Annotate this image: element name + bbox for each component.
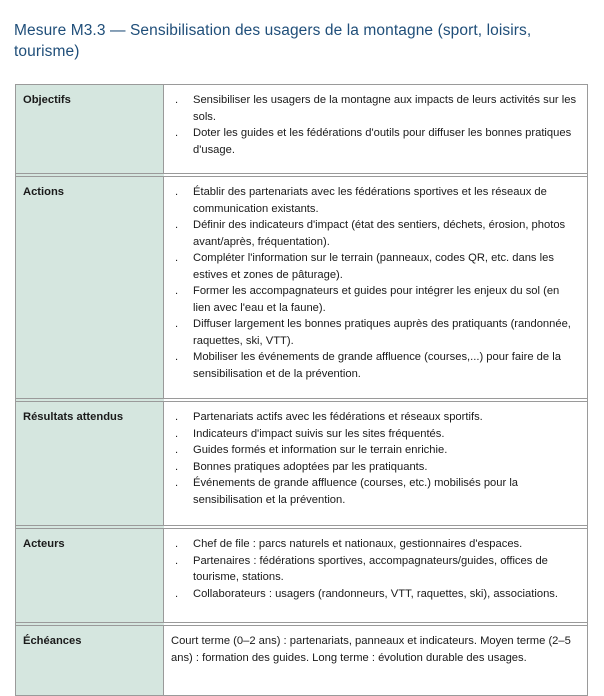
- list-item: [164, 283, 579, 316]
- row-resultats: [16, 400, 587, 527]
- list-item-text: Collaborateurs : usagers (randonneurs, VTT, raquettes, ski), associations.: [193, 587, 559, 600]
- list-item-text: Définir des indicateurs d'impact (état des sentiers, déchets, érosion, photos avant/après, fréquentation).: [193, 219, 566, 248]
- list-item-text: Partenariats actifs avec les fédérations et réseaux sportifs.: [193, 411, 483, 423]
- row-label: Objectifs: [16, 85, 164, 175]
- row-text: Court terme (0–2 ans) : partenariats, panneaux et indicateurs. Moyen terme (2–5 ans) : formation des guides. Long terme : évolution durable des usages.: [171, 635, 571, 664]
- list-item-text: Guides formés et information sur le terrain enrichie.: [193, 444, 448, 456]
- row-content: [164, 400, 588, 527]
- list-item-text: Chef de file : parcs naturels et nationaux, gestionnaires d'espaces.: [193, 538, 523, 550]
- bullet-marker: .: [175, 427, 179, 440]
- list-item: [164, 426, 579, 443]
- list-item: [164, 184, 579, 217]
- list-item: [164, 409, 579, 426]
- row-label: Échéances: [16, 624, 164, 695]
- list-item: [164, 92, 579, 125]
- bullet-marker: .: [175, 94, 179, 106]
- list-item: [164, 459, 579, 476]
- list-item: [164, 475, 579, 508]
- list-item-text: Partenaires : fédérations sportives, accompagnateurs/guides, offices de tourisme, stations.: [193, 554, 548, 583]
- bullet-marker: .: [175, 252, 179, 264]
- row-objectifs: [16, 85, 587, 175]
- bullet-marker: .: [175, 186, 179, 198]
- bullet-marker: .: [175, 460, 179, 473]
- bullet-marker: .: [175, 351, 179, 363]
- list-item: [164, 125, 579, 158]
- bullet-marker: .: [175, 285, 179, 297]
- measure-table: [15, 84, 588, 696]
- bullet-marker: .: [175, 554, 179, 567]
- list-item-text: Indicateurs d'impact suivis sur les sites fréquentés.: [193, 427, 445, 440]
- row-echeances: [16, 624, 587, 695]
- row-actions: [16, 175, 587, 400]
- list-item: [164, 217, 579, 250]
- row-label: Résultats attendus: [16, 400, 164, 527]
- list-item-text: Bonnes pratiques adoptées par les pratiquants.: [193, 460, 428, 473]
- list-item: [164, 586, 579, 603]
- row-label: Acteurs: [16, 527, 164, 624]
- list-item-text: Doter les guides et les fédérations d'outils pour diffuser les bonnes pratiques d'usage.: [193, 127, 572, 156]
- list-item-text: Diffuser largement les bonnes pratiques auprès des pratiquants (randonnée, raquettes, ski, VTT).: [193, 318, 571, 347]
- bullet-list: [164, 85, 587, 158]
- list-item-text: Compléter l'information sur le terrain (panneaux, codes QR, etc. dans les estives et zones de pâturage).: [193, 252, 554, 281]
- bullet-list: [164, 177, 587, 382]
- bullet-marker: .: [175, 219, 179, 231]
- list-item-text: Sensibiliser les usagers de la montagne aux impacts de leurs activités sur les sols.: [193, 94, 577, 123]
- bullet-marker: .: [175, 538, 179, 550]
- list-item: [164, 442, 579, 459]
- row-label: Actions: [16, 175, 164, 400]
- row-content: [164, 85, 588, 175]
- bullet-marker: .: [175, 587, 179, 600]
- list-item: [164, 536, 579, 553]
- list-item-text: Établir des partenariats avec les fédérations sportives et les réseaux de communication existants.: [193, 186, 547, 215]
- bullet-list: [164, 529, 587, 602]
- page-title: Mesure M3.3 — Sensibilisation des usagers de la montagne (sport, loisirs, tourisme): [14, 22, 532, 60]
- row-content: [164, 175, 588, 400]
- bullet-list: [164, 402, 587, 508]
- list-item-text: Événements de grande affluence (courses, etc.) mobilisés pour la sensibilisation et la prévention.: [193, 477, 519, 506]
- bullet-marker: .: [175, 411, 179, 423]
- bullet-marker: .: [175, 318, 179, 330]
- bullet-marker: .: [175, 477, 179, 489]
- list-item: [164, 553, 579, 586]
- bullet-marker: .: [175, 444, 179, 456]
- list-item: [164, 250, 579, 283]
- row-acteurs: [16, 527, 587, 624]
- measure-grid: [16, 85, 587, 695]
- list-item-text: Mobiliser les événements de grande affluence (courses,...) pour faire de la sensibilisation et de la prévention.: [193, 351, 561, 380]
- list-item-text: Former les accompagnateurs et guides pour intégrer les enjeux du sol (en lien avec l'eau et la faune).: [193, 285, 560, 314]
- row-content: [164, 527, 588, 624]
- bullet-marker: .: [175, 127, 179, 139]
- list-item: [164, 316, 579, 349]
- list-item: [164, 349, 579, 382]
- row-content: [164, 624, 588, 695]
